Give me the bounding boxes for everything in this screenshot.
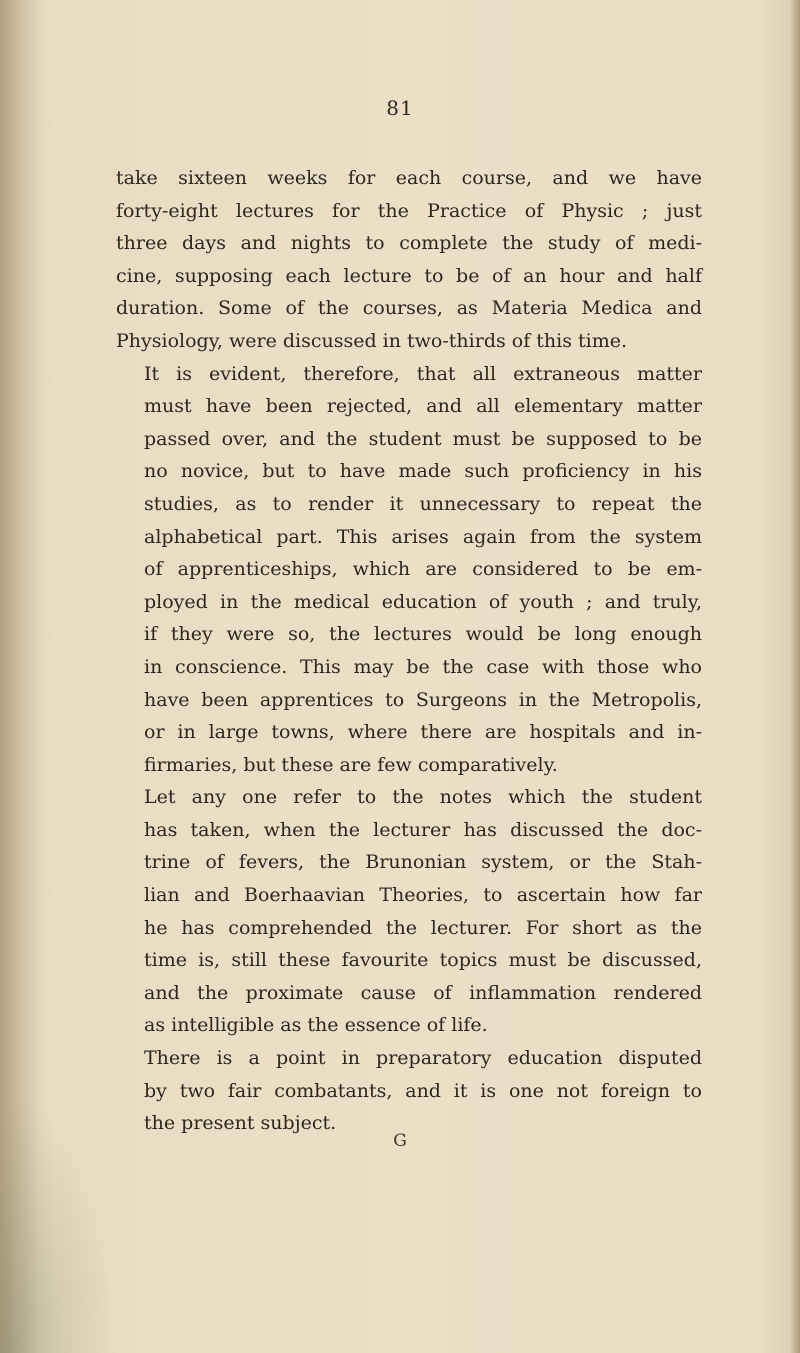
text-line: firmaries, but these are few comparatively. — [144, 753, 558, 776]
paragraph — [116, 781, 702, 1042]
text-line: the present subject. — [144, 1112, 337, 1135]
text-line: in conscience. This may be the case with those who — [144, 655, 702, 678]
text-line: trine of fevers, the Brunonian system, or the Stah- — [144, 851, 702, 874]
page-number: 81 — [386, 96, 414, 120]
text-line: Let any one refer to the notes which the student — [144, 786, 702, 809]
text-line: duration. Some of the courses, as Materia Medica and — [116, 297, 702, 320]
body-text — [116, 162, 702, 1140]
text-line: There is a point in preparatory education disputed — [144, 1047, 702, 1070]
text-line: must have been rejected, and all elementary matter — [144, 395, 702, 418]
text-line: take sixteen weeks for each course, and we have — [116, 167, 702, 189]
text-line: Physiology, were discussed in two-thirds of this time. — [116, 329, 628, 352]
text-line: passed over, and the student must be supposed to be — [144, 427, 702, 450]
text-line: no novice, but to have made such proficiency in his — [144, 460, 702, 483]
text-line: time is, still these favourite topics must be discussed, — [144, 949, 702, 972]
text-line: forty-eight lectures for the Practice of Physic ; just — [116, 199, 702, 222]
text-line: of apprenticeships, which are considered to be em- — [144, 558, 702, 581]
text-line: three days and nights to complete the study of medi- — [116, 232, 702, 255]
text-line: ployed in the medical education of youth ; and truly, — [144, 590, 702, 613]
text-line: It is evident, therefore, that all extraneous matter — [144, 362, 702, 385]
text-line: have been apprentices to Surgeons in the Metropolis, — [144, 688, 702, 711]
text-line: he has comprehended the lecturer. For short as the — [144, 916, 702, 939]
text-line: by two fair combatants, and it is one not foreign to — [144, 1079, 702, 1102]
text-line: or in large towns, where there are hospitals and in- — [144, 721, 702, 744]
paragraph — [116, 162, 702, 358]
text-line: if they were so, the lectures would be long enough — [144, 623, 702, 646]
paragraph — [116, 358, 702, 782]
text-line: alphabetical part. This arises again from the system — [144, 525, 702, 548]
paragraph — [116, 1042, 702, 1140]
text-line: has taken, when the lecturer has discussed the doc- — [144, 818, 702, 841]
text-line: as intelligible as the essence of life. — [144, 1014, 488, 1037]
text-line: and the proximate cause of inflammation rendered — [144, 981, 702, 1004]
signature-mark: G — [393, 1131, 407, 1151]
text-line: studies, as to render it unnecessary to repeat the — [144, 492, 702, 515]
text-line: cine, supposing each lecture to be of an hour and half — [116, 264, 702, 287]
text-line: lian and Boerhaavian Theories, to ascertain how far — [144, 884, 702, 907]
